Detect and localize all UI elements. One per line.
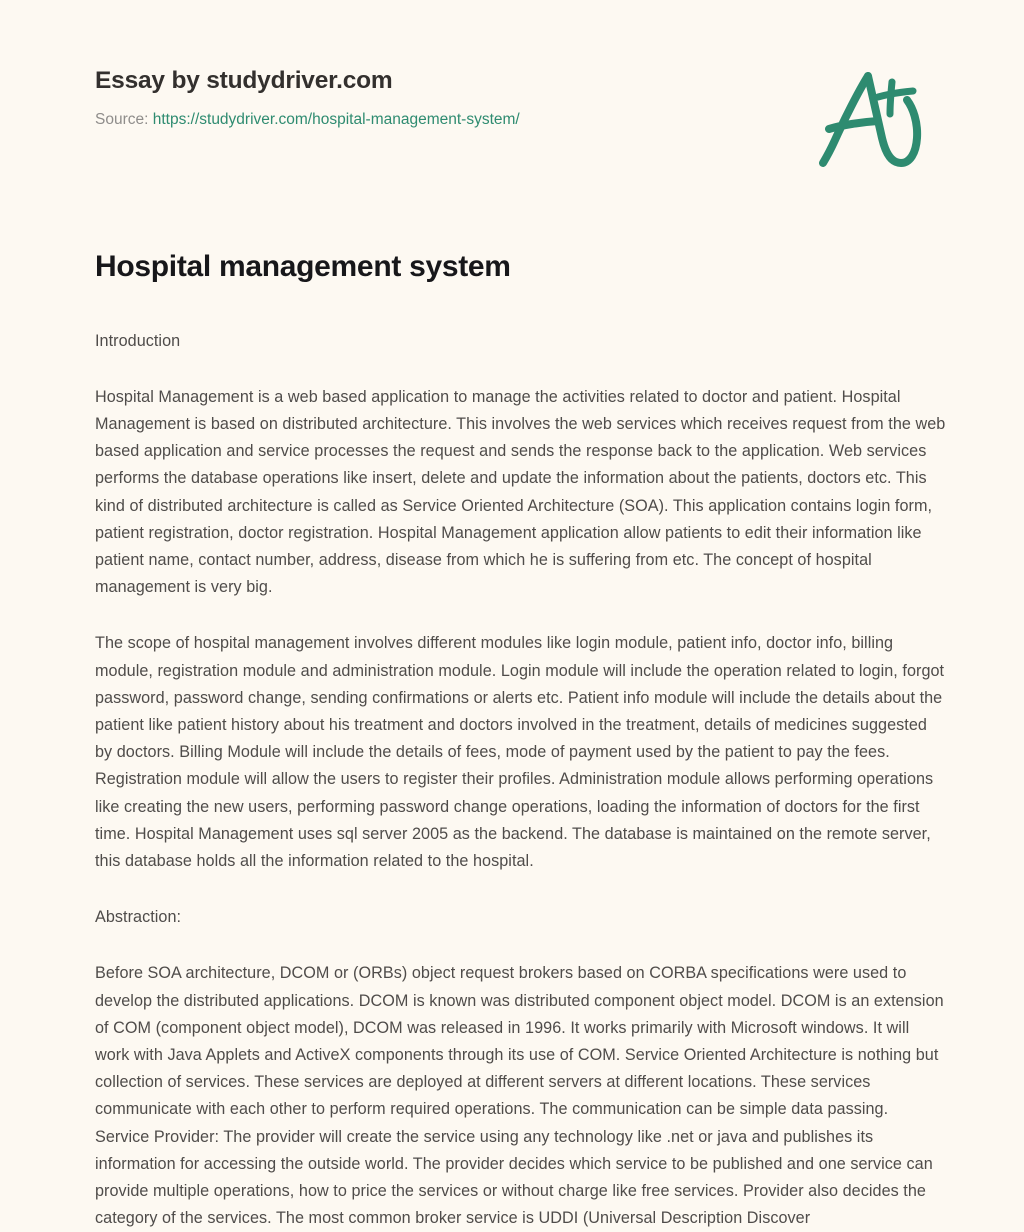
article-body bbox=[95, 248, 947, 1232]
source-label: Source: bbox=[95, 111, 148, 128]
section-label-abstraction: Abstraction: bbox=[95, 904, 947, 931]
source-line bbox=[95, 110, 735, 130]
page-title: Hospital management system bbox=[95, 248, 947, 286]
paragraph-3: Before SOA architecture, DCOM or (ORBs) object request brokers based on CORBA specifications were used to develop the distributed applications. DCOM is known was distributed component object model. DCOM is an extension of COM (component object model), DCOM was released in 1996. It works primarily with Microsoft windows. It will work with Java Applets and ActiveX components through its use of COM. Service Oriented Architecture is nothing but collection of services. These services are deployed at different servers at different locations. These services communicate with each other to perform required operations. The communication can be simple data passing. Service Provider: The provider will create the service using any technology like .net or java and publishes its information for accessing the outside world. The provider decides which service to be published and one service can provide multiple operations, how to price the services or without charge like free services. Provider also decides the category of the services. The most common broker service is UDDI (Universal Description Discover bbox=[95, 960, 947, 1232]
studydriver-a-plus-logo-icon[interactable] bbox=[806, 58, 936, 178]
paragraph-1: Hospital Management is a web based application to manage the activities related to doctor and patient. Hospital Management is based on distributed architecture. This involves the web services which receives request from the web based application and service processes the request and sends the response back to the application. Web services performs the database operations like insert, delete and update the information about the patients, doctors etc. This kind of distributed architecture is called as Service Oriented Architecture (SOA). This application contains login form, patient registration, doctor registration. Hospital Management application allow patients to edit their information like patient name, contact number, address, disease from which he is suffering from etc. The concept of hospital management is very big. bbox=[95, 384, 947, 602]
paragraph-2: The scope of hospital management involves different modules like login module, patient info, doctor info, billing module, registration module and administration module. Login module will include the operation related to login, forgot password, password change, sending confirmations or alerts etc. Patient info module will include the details about the patient like patient history about his treatment and doctors involved in the treatment, details of medicines suggested by doctors. Billing Module will include the details of fees, mode of payment used by the patient to pay the fees. Registration module will allow the users to register their profiles. Administration module allows performing operations like creating the new users, performing password change operations, loading the information of doctors for the first time. Hospital Management uses sql server 2005 as the backend. The database is maintained on the remote server, this database holds all the information related to the hospital. bbox=[95, 630, 947, 875]
document-header bbox=[0, 0, 1024, 200]
essay-text bbox=[95, 328, 947, 1232]
brand-block bbox=[95, 66, 735, 131]
section-label-introduction: Introduction bbox=[95, 328, 947, 355]
source-url-link[interactable]: https://studydriver.com/hospital-management-system/ bbox=[153, 111, 520, 128]
brand-title: Essay by studydriver.com bbox=[95, 66, 735, 95]
